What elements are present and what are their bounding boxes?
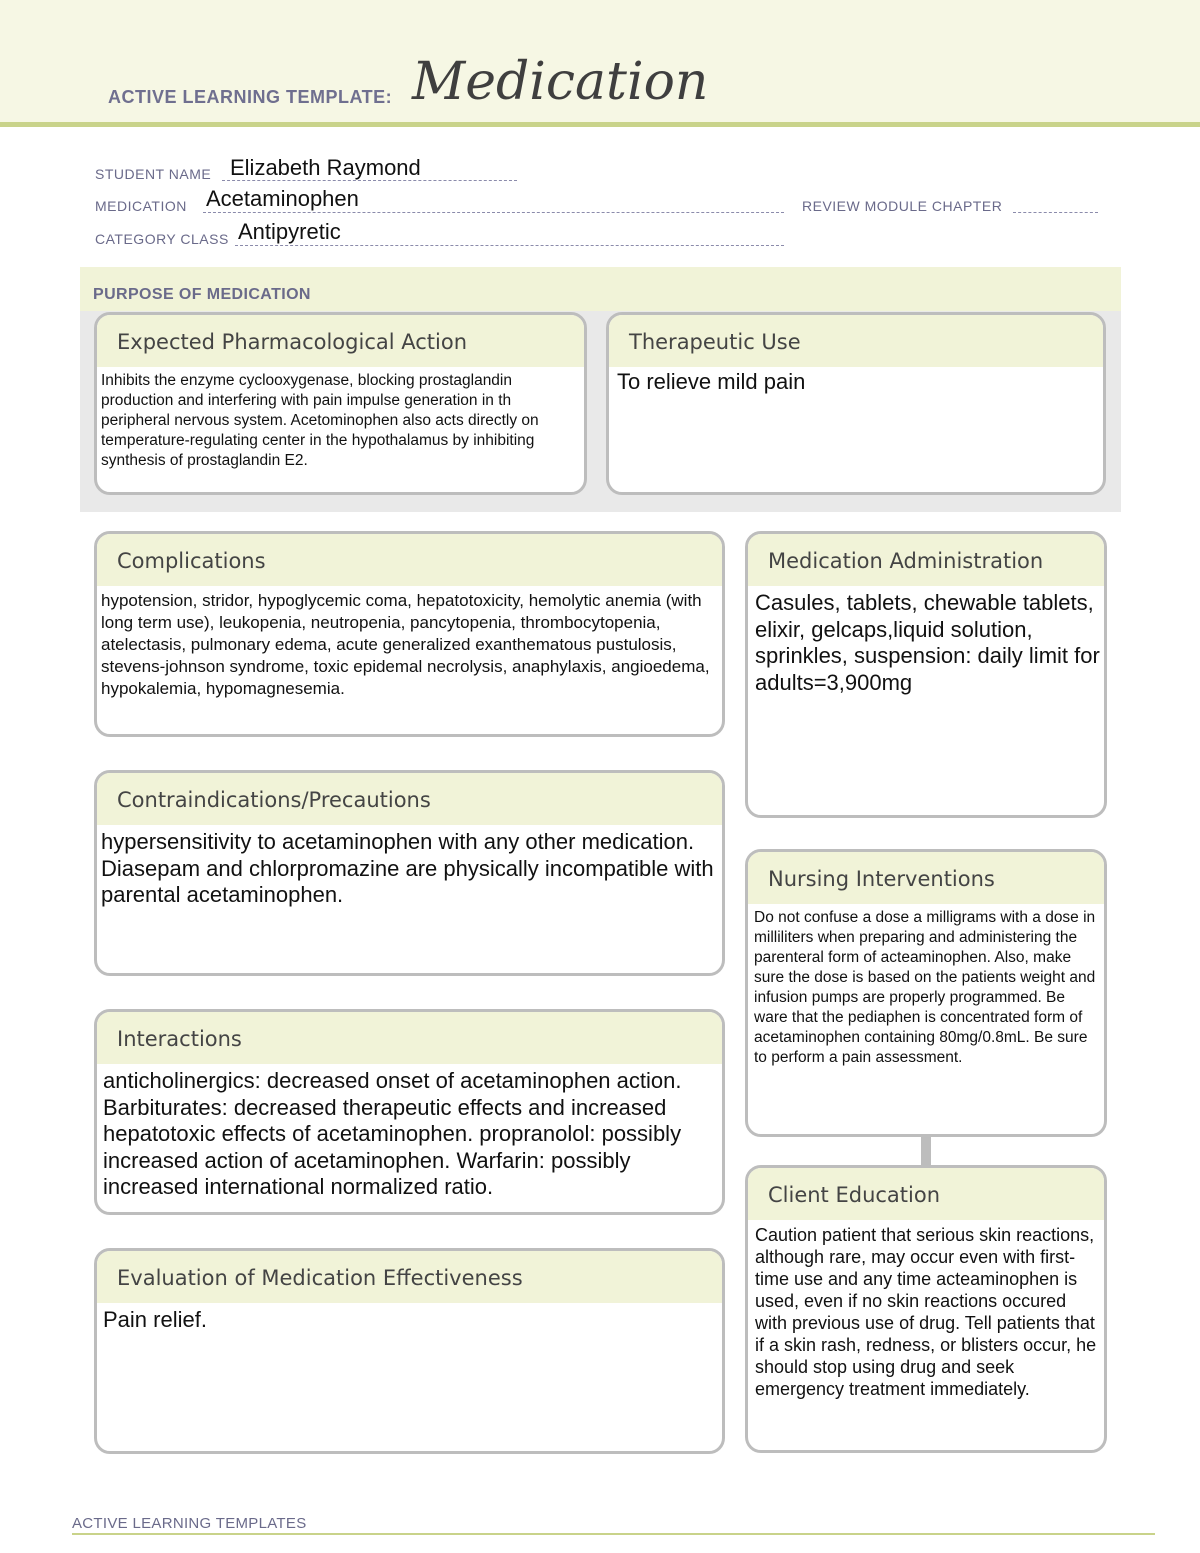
therapeutic-use-text[interactable]: To relieve mild pain <box>617 369 806 394</box>
medication-label: MEDICATION <box>95 198 187 214</box>
expected-action-title: Expected Pharmacological Action <box>97 315 584 367</box>
category-class-line <box>235 245 784 246</box>
template-title: Medication <box>412 52 709 112</box>
interactions-title: Interactions <box>97 1012 722 1064</box>
category-class-label: CATEGORY CLASS <box>95 231 229 247</box>
medication-administration-text[interactable]: Casules, tablets, chewable tablets, elixir, gelcaps,liquid solution, sprinkles, suspension: daily limit for adults=3,900mg <box>755 590 1100 695</box>
medication-administration-box <box>745 531 1107 818</box>
box-connector <box>921 1136 931 1165</box>
purpose-label: PURPOSE OF MEDICATION <box>93 286 311 303</box>
client-education-title: Client Education <box>748 1168 1104 1220</box>
nursing-interventions-title: Nursing Interventions <box>748 852 1104 904</box>
contraindications-text[interactable]: hypersensitivity to acetaminophen with any other medication. Diasepam and chlorpromazine are physically incompatible with parental acetaminophen. <box>101 829 714 907</box>
nursing-interventions-box <box>745 849 1107 1137</box>
medication-field[interactable]: Acetaminophen <box>206 186 359 211</box>
expected-action-text[interactable]: Inhibits the enzyme cyclooxygenase, blocking prostaglandin production and interfering with pain impulse generation in th peripheral nervous system. Acetominophen also acts directly on temperature-regulating center in the hypothalamus by inhibiting synthesis of prostaglandin E2. <box>101 372 539 469</box>
nursing-interventions-text[interactable]: Do not confuse a dose a milligrams with a dose in milliliters when preparing and administering the parenteral form of acteaminophen. Also, make sure the dose is based on the patients weight and infusion pumps are properly programmed. Be ware that the pediaphen is concentrated form of acetaminophen containing 80mg/0.8mL. Be sure to perform a pain assessment. <box>754 909 1096 1066</box>
contraindications-box <box>94 770 725 976</box>
review-module-line <box>1013 212 1098 213</box>
complications-box <box>94 531 725 737</box>
student-name-label: STUDENT NAME <box>95 166 212 182</box>
interactions-box <box>94 1009 725 1215</box>
expected-action-box <box>94 312 587 495</box>
medication-administration-title: Medication Administration <box>748 534 1104 586</box>
therapeutic-use-title: Therapeutic Use <box>609 315 1103 367</box>
student-name-field[interactable]: Elizabeth Raymond <box>230 155 421 180</box>
evaluation-text[interactable]: Pain relief. <box>103 1307 207 1332</box>
client-education-text[interactable]: Caution patient that serious skin reactions, although rare, may occur even with first-time use and any time acteaminophen is used, even if no skin reactions occured with previous use of drug. Tell patients that if a skin rash, redness, or blisters occur, he should stop using drug and seek emergency treatment immediately. <box>755 1225 1097 1399</box>
footer-label: ACTIVE LEARNING TEMPLATES <box>72 1515 307 1532</box>
medication-line <box>203 212 784 213</box>
interactions-text[interactable]: anticholinergics: decreased onset of acetaminophen action. Barbiturates: decreased therapeutic effects and increased hepatotoxic effects of acetaminophen. propranolol: possibly increased action of acetaminophen. Warfarin: possibly increased international normalized ratio. <box>103 1068 682 1199</box>
client-education-box <box>745 1165 1107 1453</box>
complications-title: Complications <box>97 534 722 586</box>
template-label: ACTIVE LEARNING TEMPLATE: <box>108 87 393 107</box>
category-class-field[interactable]: Antipyretic <box>238 219 341 244</box>
evaluation-box <box>94 1248 725 1454</box>
complications-text[interactable]: hypotension, stridor, hypoglycemic coma, hepatotoxicity, hemolytic anemia (with long term use), leukopenia, neutropenia, pancytopenia, thrombocytopenia, atelectasis, pulmonary edema, acute generalized exanthematous pustulosis, stevens-johnson syndrome, toxic epidemal necrolysis, anaphylaxis, angioedema, hypokalemia, hypomagnesemia. <box>101 591 710 698</box>
therapeutic-use-box <box>606 312 1106 495</box>
footer-divider <box>72 1533 1155 1535</box>
evaluation-title: Evaluation of Medication Effectiveness <box>97 1251 722 1303</box>
contraindications-title: Contraindications/Precautions <box>97 773 722 825</box>
review-module-label: REVIEW MODULE CHAPTER <box>802 198 1003 214</box>
header-divider <box>0 122 1200 127</box>
